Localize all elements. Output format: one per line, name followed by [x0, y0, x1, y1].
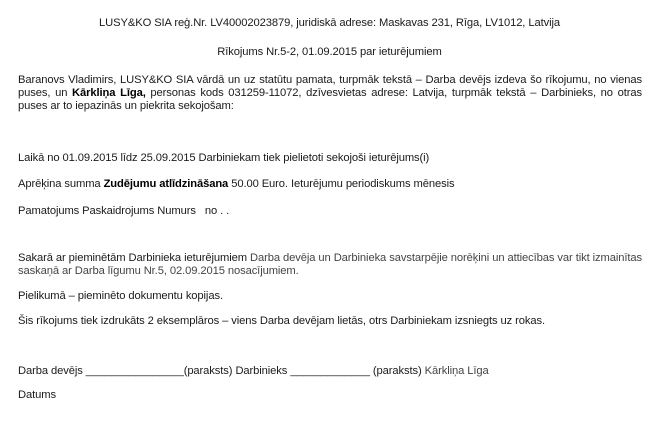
- amount-prefix: Aprēķina summa: [18, 178, 104, 190]
- employee-signature-blank: _____________: [290, 365, 370, 377]
- employee-label: Darbinieks: [235, 365, 288, 377]
- deduction-item: Zudējumu atlīdzināšana: [103, 178, 229, 190]
- intro-paragraph: [18, 74, 642, 113]
- agreement-text-part2: Darba devēja un Darbinieka savstarpējie norēķini un attiecības var tikt izmainītas saskaņā ar Darba līgumu Nr.5, 02.09.2015 nosacījumiem.: [18, 252, 643, 277]
- employer-sign-label: (paraksts): [183, 365, 233, 377]
- intro-text-part1: Baranovs Vladimirs, LUSY&KO SIA vārdā un uz statūtu pamata, turpmāk tekstā – Darba devējs izdeva šo rīkojumu, no vienas puses, un: [18, 74, 642, 99]
- company-info-line: LUSY&KO SIA reģ.Nr. LV40002023879, juridiskā adrese: Maskavas 231, Rīga, LV1012, Latvija: [99, 17, 560, 29]
- agreement-paragraph: [18, 252, 642, 278]
- agreement-text-part1: Sakarā ar pieminētām Darbinieka ieturējumiem: [18, 252, 247, 264]
- basis-line: Pamatojums Paskaidrojums Numurs no . .: [18, 205, 230, 217]
- document-title: Rīkojums Nr.5-2, 01.09.2015 par ieturējumiem: [217, 46, 442, 58]
- employer-signature-blank: ________________: [85, 365, 184, 377]
- intro-text-part2: personas kods 031259-11072, dzīvesvietas adrese: Latvija, turpmāk tekstā – Darbinieks, no otras puses ar to iepazinās un piekrita sekojošam:: [18, 87, 642, 112]
- employee-sign-label: (paraksts): [372, 365, 422, 377]
- amount-line: [18, 178, 455, 191]
- employee-name-bold: Kārkliņa Līga,: [72, 87, 146, 99]
- attachment-line: Pielikumā – pieminēto dokumentu kopijas.: [18, 290, 223, 302]
- copies-line: Šis rīkojums tiek izdrukāts 2 eksemplāros – viens Darba devējam lietās, otrs Darbiniekam izsniegts uz rokas.: [18, 315, 546, 327]
- amount-suffix: 50.00 Euro. Ieturējumu periodiskums mēnesis: [228, 178, 455, 190]
- signature-line: [18, 365, 489, 378]
- period-line: Laikā no 01.09.2015 līdz 25.09.2015 Darbiniekam tiek pielietoti sekojoši ieturējums(i): [18, 152, 430, 164]
- employer-label: Darba devējs: [18, 365, 83, 377]
- date-label: Datums: [18, 389, 56, 401]
- employee-signature-name: Kārkliņa Līga: [424, 365, 489, 377]
